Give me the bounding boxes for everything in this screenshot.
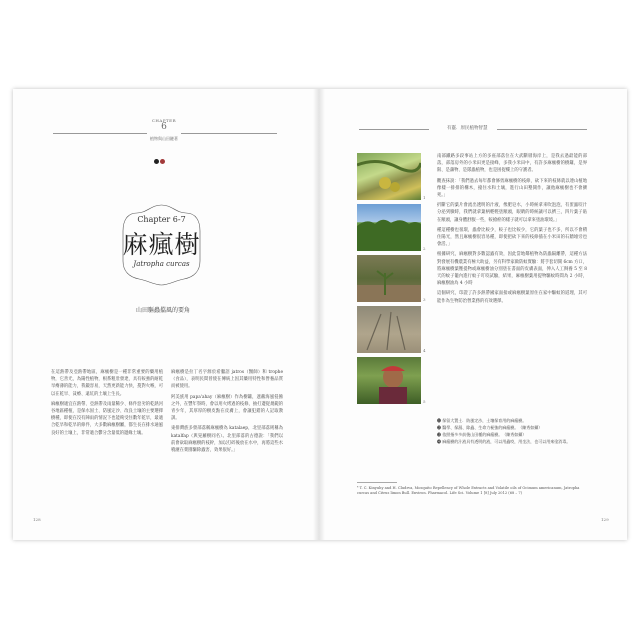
photo-hedgerow xyxy=(357,204,421,251)
paragraph: 麻瘋樹適宜在熱帶、亞熱帶及雨量稀少、條件惡劣的乾熱河谷地區種植，是保水固土、防風定沙、改良土壤的主要選擇樹種，即使在沒有陣雨的情況下也能夠受住數年乾旱，最適合乾旱和乾旱的條件，大多數麻瘋樹屬，都生長在排水通風良好的土壤上，非常適合鬱分含量低的邊緣土壤。 xyxy=(51,401,163,436)
header-rule-right xyxy=(181,133,277,134)
footnote-rule xyxy=(357,482,397,483)
book-spread xyxy=(13,89,627,540)
chapter-id: Chapter 6-7 xyxy=(137,215,186,224)
paragraph: 在這熱帶及亞熱帶地區，麻瘋樹是一種非常重要的藥用植物，它善光，為陽性植物，根系粗壯發達，具有較強的耐乾旱瘠薄的能力，我鍛容易，天然更新能力快，蔓對火喉，可以在乾旱、貧瘠、遠坑的土壤上生長。 xyxy=(51,370,163,397)
decorative-dots xyxy=(154,149,166,168)
chapter-number: 6 xyxy=(161,122,167,132)
paragraph: 南部鐵路多段事站上方的多座部落位在大武斷層海岸上，是我去過最能的部落，部落房外的小米田更是接峰，多我小米田中，有許多麻瘋樹的樹籬，是界限、是藩物、是隊蟲植物，也是困捉樓上的守護者。 xyxy=(437,154,587,174)
paragraph: 東排灣族多發部落稱麻瘋樹為 katalaep，北里部落則稱為 katalfap（與晃蘿樹同名）。北里部落的古德說：「我們以前會砍取麻瘋樹的枝幹，加以打碎後放在水中，再將這些水噴灑在菜園驅除蟲害，效果很好。」 xyxy=(171,426,283,454)
paragraph: 觀查抹說：「我們過去每年都會修剪麻瘋樹的枝條，砍下來的枝條就以連山植地像樣一排排的構木，撞住水和土壤，進行山田墾開作，讓他麻瘋樹也不會擴死。」 xyxy=(437,178,587,199)
dot-dark xyxy=(154,159,159,164)
paragraph: 折斷它的葉片會流出透明的汁液，像肥皂水，小時候拿來吹泡泡，有蛋蟲咬汁分泌到臉時，我們就拿葉柄輕輕塗額頭，眼睛的時候讓可以擠三，四片葉子貼在額頭，讓身體舒服一些，較搶瘀的樣子就可以拿來塗油環境。」 xyxy=(437,203,587,223)
figure-number: 5 xyxy=(423,399,426,404)
photo-dry-branches xyxy=(357,306,421,353)
body-column-1 xyxy=(51,369,163,440)
paragraph: 根據研究，麻瘋樹對多數認蟲有效，因此當地鄰植物為防蟲隔離帶，這種方法對發展有機農業有極大助益，另有科學家做防蚊實驗：將手套切開 6cm 方口，將麻瘋樹葉壓提物或麻瘋樹油分別塗在書面的皮膚表面，伸入人工飼養 5 至 8 天的蚊子籠內進行蚊子叮咬試驗，結果，麻瘋樹葉用提物驅蚊時間為 2 小時，麻瘋樹油為 4 小時 xyxy=(437,252,587,287)
elder-illustration xyxy=(357,357,421,404)
paragraph: 阿美族用 papa'ahay（麻瘋樹）作為樹籬，遮蔽海風侵蝕之外，在豐年祭時，會以用火烤過的枝條，抽打邊從規範的青少年，其厚厚的樹皮點在皮膚上，會讓犯錯的人記取教訓。 xyxy=(171,394,283,422)
paragraph: 麻瘋樹是拉丁名字源於希臘語 jatros（醫師）和 trophe（食品），表明民間曾使在傳統上因其藥用特性和營養品質而被使用。 xyxy=(171,370,283,390)
figure-number: 3 xyxy=(423,297,426,302)
figure-number: 1 xyxy=(423,195,426,200)
chapter-label: CHAPTER xyxy=(151,118,177,123)
caption-1: ❶ 保留大置土．防風定沙，土壤保育用的麻瘋樹。 xyxy=(437,418,527,423)
dot-red xyxy=(160,159,165,164)
page-number-right: 129 xyxy=(601,517,609,522)
photo-field-plants xyxy=(357,255,421,302)
header-rule-right xyxy=(497,129,587,130)
photo-jatropha-fruit xyxy=(357,153,421,200)
chapter-tagline: 山田驅蟲擋風的要角 xyxy=(135,307,190,314)
paragraph: 種這種樹也很環，蟲會比較少，較子也比較少，它的葉子也不多，所以不會積住陽光，然且麻瘋樹很容易種，即使把砍下來的枝條插在小米田的石牆埵旁也會活。」 xyxy=(437,227,587,248)
page-title: 麻瘋樹 xyxy=(122,230,201,259)
paragraph: 這個研究，印證了許多熱帶國家面接或麻瘋樹葉原住在家中驅蚊的道理，其可能作為生物防治營業務的有效選擇。 xyxy=(437,291,587,304)
body-column-2 xyxy=(171,369,283,457)
branches-illustration xyxy=(357,306,421,353)
page-number-left: 128 xyxy=(33,517,41,522)
latin-name: Jatropha curcas xyxy=(133,260,190,268)
figure-captions xyxy=(437,417,587,445)
field-illustration xyxy=(357,255,421,302)
figure-number: 4 xyxy=(423,348,426,353)
photo-elder-with-plant xyxy=(357,357,421,404)
left-page xyxy=(13,89,319,540)
header-rule-left xyxy=(53,133,147,134)
caption-4: ❹ 麻瘋樹的汁液具有透明的液，可以用蟲咬，用坐法，也可以用來塗消毒。 xyxy=(437,439,571,444)
figure-number: 2 xyxy=(423,246,426,251)
hedgerow-illustration xyxy=(357,204,421,251)
caption-2: ❷ 醫學、保濕、除蟲、生命力極強的麻瘋樹。（陳秀如攝） xyxy=(437,425,543,430)
header-rule-left xyxy=(359,129,429,130)
chapter-subtitle: 植物與山田鏈著 xyxy=(150,136,178,141)
caption-3: ❸ 依照指多多前後山田種的麻瘋樹。（陳秀如攝） xyxy=(437,432,527,437)
running-header: 有靈．原民植物智慧 xyxy=(447,126,488,131)
right-body-column xyxy=(437,153,587,308)
book-gutter xyxy=(313,89,325,540)
footnote: ⁴ T. C. Kinyuhy and H. Cludrva, Mosquito Repellency of Whole Extracts and Volatile oils of Ocimum americanum, Jatropha curcas and Citrus limon Bull. Environ. Pharmacol. Life Sci. Volume 1 [8] July 2012 (68 – 7) xyxy=(357,486,580,495)
fruit-illustration xyxy=(357,153,421,200)
right-page xyxy=(319,89,627,540)
